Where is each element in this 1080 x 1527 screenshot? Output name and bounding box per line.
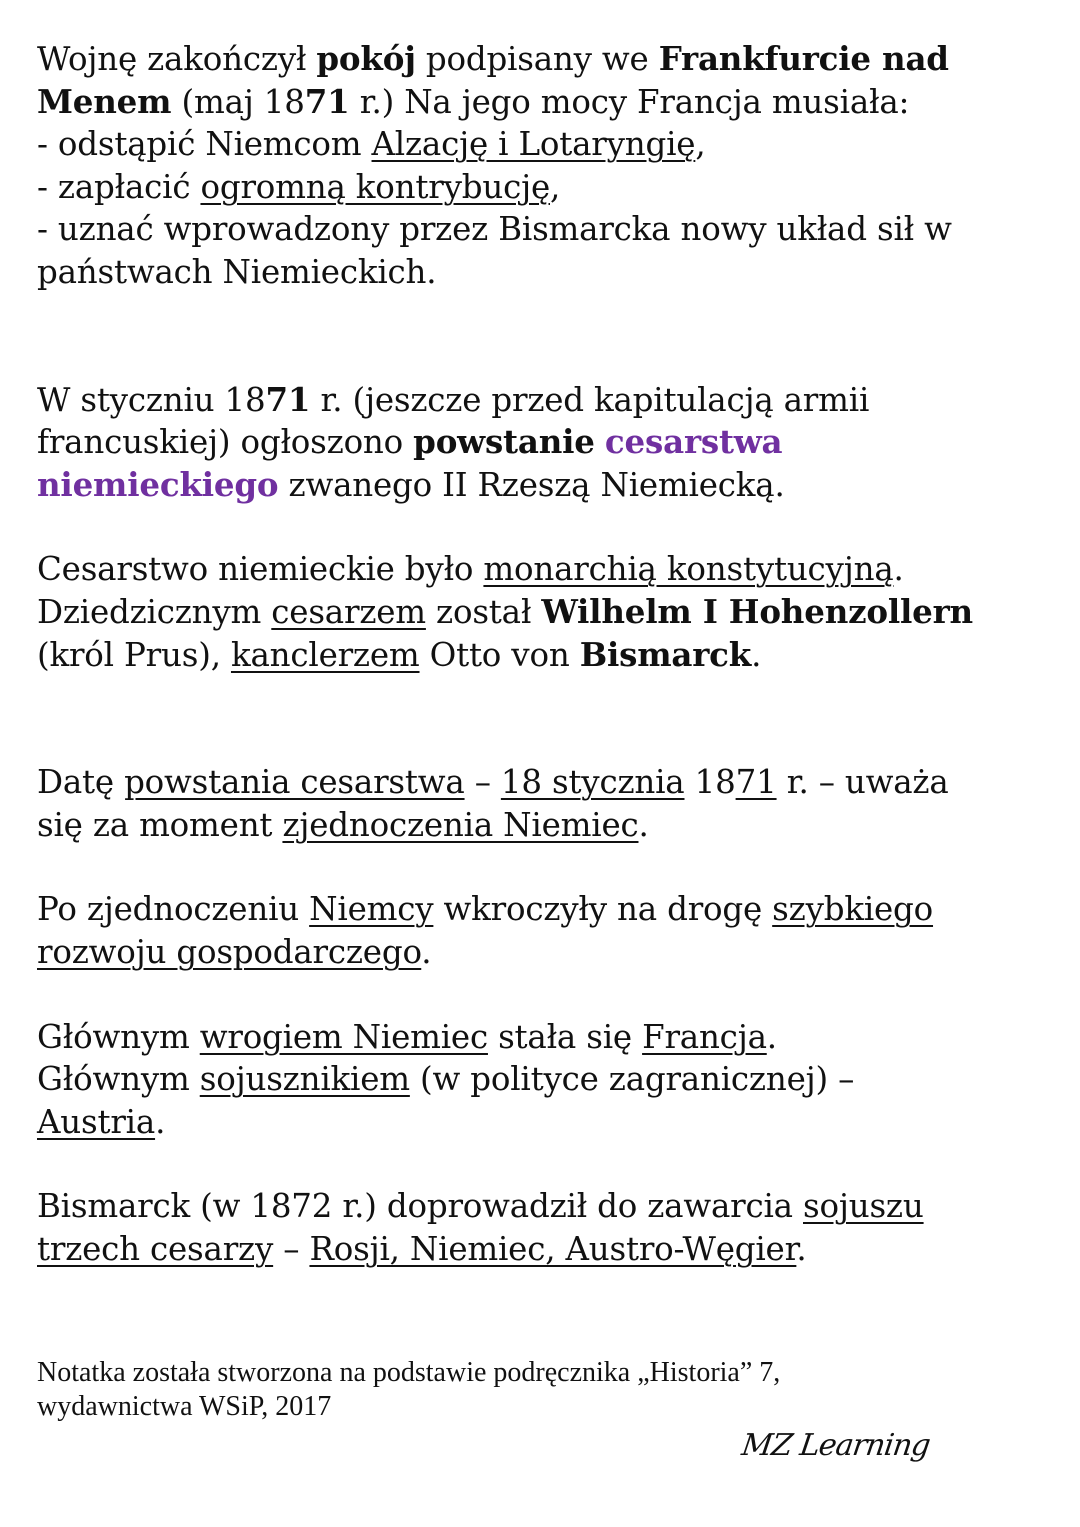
text-line: Głównym sojusznikiem (w polityce zagranicznej) – bbox=[37, 1060, 855, 1099]
underlined-term: Rosji, Niemiec, Austro-Węgier bbox=[309, 1229, 797, 1268]
list-item: - odstąpić Niemcom Alzację i Lotaryngię, bbox=[37, 125, 706, 164]
text-line: Datę powstania cesarstwa – 18 stycznia 1871 r. – uważa bbox=[37, 763, 949, 802]
underlined-term: kanclerzem bbox=[230, 635, 420, 674]
paragraph-peace-treaty bbox=[37, 38, 1057, 294]
spacer bbox=[37, 506, 1057, 548]
footnote-line: wydawnictwa WSiP, 2017 bbox=[37, 1391, 332, 1422]
underlined-term: rozwoju gospodarczego bbox=[37, 932, 422, 971]
text-line: niemieckiego zwanego II Rzeszą Niemiecką. bbox=[37, 464, 785, 504]
paragraph-enemy-ally bbox=[37, 1016, 1057, 1144]
underlined-term: Francja bbox=[642, 1017, 767, 1056]
bold-term: powstanie bbox=[413, 422, 595, 462]
underlined-term: Niemcy bbox=[309, 890, 434, 929]
text-line: Wojnę zakończył pokój podpisany we Frankfurcie nad bbox=[37, 39, 949, 78]
text-line: francuskiej) ogłoszono powstanie cesarstwa bbox=[37, 422, 783, 462]
text-line: Dziedzicznym cesarzem został Wilhelm I Hohenzollern bbox=[37, 591, 973, 631]
text-line: Menem (maj 1871 r.) Na jego mocy Francja musiała: bbox=[37, 81, 910, 121]
bold-term: Bismarck bbox=[579, 634, 752, 674]
list-item: - zapłacić ogromną kontrybucję, bbox=[37, 167, 561, 206]
underlined-term: szybkiego bbox=[772, 890, 934, 929]
bold-year-digits: 71 bbox=[304, 81, 350, 121]
text-line: (król Prus), kanclerzem Otto von Bismarck. bbox=[37, 634, 762, 674]
underlined-term: monarchią konstytucyjną bbox=[483, 550, 894, 589]
bold-term: Frankfurcie nad bbox=[658, 39, 949, 78]
text-line: Austria. bbox=[37, 1102, 166, 1141]
underlined-term: Austria bbox=[37, 1102, 156, 1141]
paragraph-unification-date bbox=[37, 761, 1057, 846]
underlined-term: zjednoczenia Niemiec bbox=[282, 805, 639, 844]
underlined-year-digits: 71 bbox=[735, 763, 777, 802]
text-line: się za moment zjednoczenia Niemiec. bbox=[37, 805, 649, 844]
text-line: rozwoju gospodarczego. bbox=[37, 932, 432, 971]
text-line: Po zjednoczeniu Niemcy wkroczyły na drogę szybkiego bbox=[37, 890, 934, 929]
spacer bbox=[37, 846, 1057, 888]
highlighted-term: cesarstwa bbox=[604, 422, 783, 462]
author-signature: MZ Learning bbox=[739, 1428, 932, 1463]
paragraph-constitution bbox=[37, 548, 1057, 676]
underlined-term: ogromną kontrybucję bbox=[200, 167, 550, 206]
text-line: Bismarck (w 1872 r.) doprowadził do zawarcia sojuszu bbox=[37, 1187, 924, 1226]
text-line: Cesarstwo niemieckie było monarchią konstytucyjną. bbox=[37, 550, 904, 589]
paragraph-three-emperors-league bbox=[37, 1185, 1057, 1270]
paragraph-economy bbox=[37, 888, 1057, 973]
underlined-term: sojuszu bbox=[803, 1187, 924, 1226]
underlined-term: wrogiem Niemiec bbox=[199, 1017, 488, 1056]
spacer bbox=[37, 294, 1057, 379]
underlined-term: powstania cesarstwa bbox=[124, 763, 465, 802]
text-line: W styczniu 1871 r. (jeszcze przed kapitulacją armii bbox=[37, 379, 870, 419]
underlined-term: cesarzem bbox=[271, 592, 426, 631]
paragraph-empire-proclamation bbox=[37, 379, 1057, 507]
bold-term: pokój bbox=[316, 39, 416, 78]
highlighted-term: niemieckiego bbox=[37, 464, 279, 504]
note-document bbox=[37, 38, 1057, 1270]
bold-term: Menem bbox=[37, 81, 172, 121]
bold-term: Wilhelm I Hohenzollern bbox=[541, 591, 973, 631]
spacer bbox=[37, 676, 1057, 761]
text-line: Głównym wrogiem Niemiec stała się Francja. bbox=[37, 1017, 777, 1056]
underlined-term: 18 stycznia bbox=[500, 763, 685, 802]
list-item: - uznać wprowadzony przez Bismarcka nowy układ sił w bbox=[37, 210, 952, 249]
spacer bbox=[37, 974, 1057, 1016]
text-line: państwach Niemieckich. bbox=[37, 252, 437, 291]
underlined-term: Alzację i Lotaryngię bbox=[371, 125, 696, 164]
spacer bbox=[37, 1143, 1057, 1185]
source-footnote bbox=[37, 1356, 780, 1424]
underlined-term: sojusznikiem bbox=[199, 1060, 410, 1099]
bold-year-digits: 71 bbox=[265, 379, 311, 419]
footnote-line: Notatka została stworzona na podstawie podręcznika „Historia” 7, bbox=[37, 1357, 781, 1388]
underlined-term: trzech cesarzy bbox=[37, 1229, 274, 1268]
text-line: trzech cesarzy – Rosji, Niemiec, Austro-Węgier. bbox=[37, 1229, 807, 1268]
